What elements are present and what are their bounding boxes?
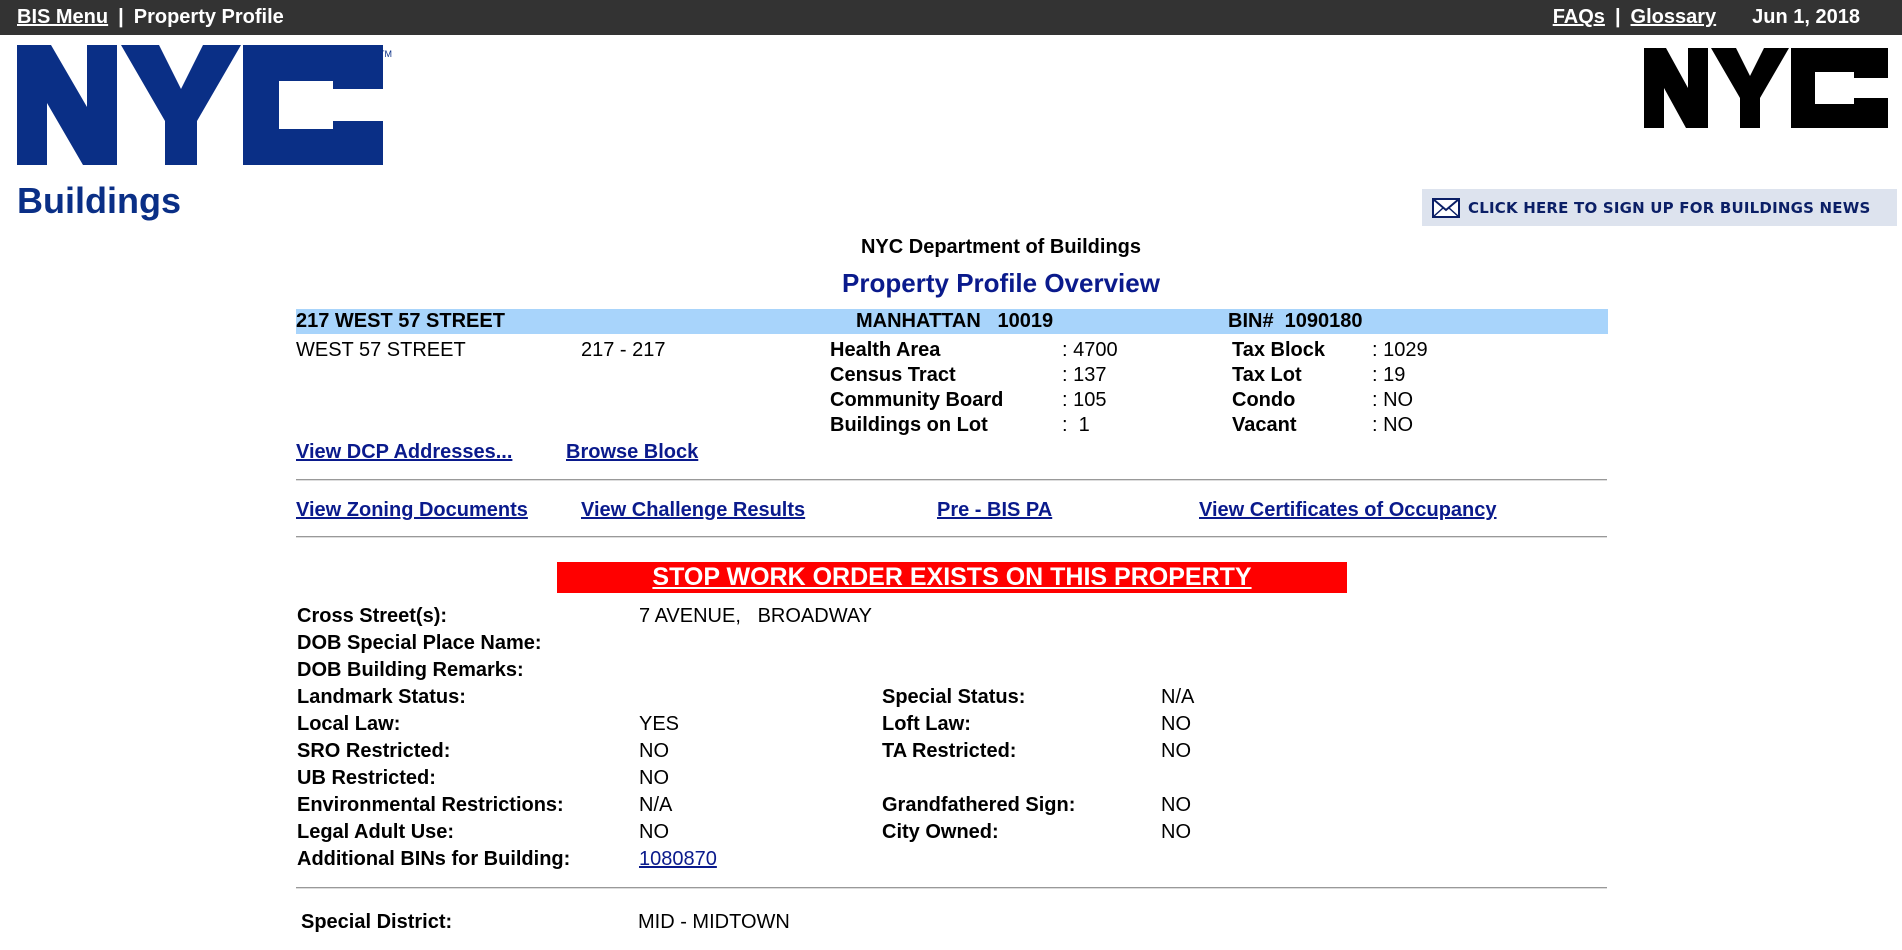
nyc-black-logo-icon <box>1640 42 1892 132</box>
grandfathered-sign-value: NO <box>1161 794 1191 816</box>
house-range: 217 - 217 <box>581 339 666 361</box>
browse-block-link[interactable]: Browse Block <box>566 441 699 463</box>
buildings-on-lot-label: Buildings on Lot <box>830 414 988 436</box>
news-signup-label: CLICK HERE TO SIGN UP FOR BUILDINGS NEWS <box>1468 198 1871 217</box>
additional-bin-link[interactable]: 1080870 <box>639 848 717 870</box>
census-tract-label: Census Tract <box>830 364 956 386</box>
community-board-value: : 105 <box>1062 389 1107 411</box>
pre-bis-pa-link[interactable]: Pre - BIS PA <box>937 499 1053 521</box>
divider <box>296 536 1607 538</box>
condo-value: : NO <box>1372 389 1414 411</box>
local-law-value: YES <box>639 713 680 735</box>
divider <box>296 887 1607 889</box>
page-name: Property Profile <box>133 6 284 28</box>
top-nav-right <box>1553 6 1860 29</box>
view-challenge-results-link[interactable]: View Challenge Results <box>581 499 806 521</box>
loft-law-label: Loft Law: <box>882 713 971 735</box>
faqs-link[interactable]: FAQs <box>1552 6 1605 28</box>
borough-zip: MANHATTAN 10019 <box>856 310 1054 332</box>
city-owned-value: NO <box>1161 821 1191 843</box>
trademark-mark: TM <box>379 49 392 59</box>
vacant-label: Vacant <box>1232 414 1297 436</box>
additional-bins-label: Additional BINs for Building: <box>297 848 571 870</box>
sro-restricted-value: NO <box>639 740 669 762</box>
health-area-value: : 4700 <box>1062 339 1118 361</box>
stop-work-order-link[interactable]: STOP WORK ORDER EXISTS ON THIS PROPERTY <box>652 563 1252 591</box>
loft-law-value: NO <box>1161 713 1191 735</box>
top-nav-left <box>17 6 284 29</box>
cross-streets-label: Cross Street(s): <box>297 605 448 627</box>
special-status-label: Special Status: <box>882 686 1026 708</box>
health-area-label: Health Area <box>830 339 941 361</box>
special-place-name-label: DOB Special Place Name: <box>297 632 542 654</box>
census-tract-value: : 137 <box>1062 364 1107 386</box>
grandfathered-sign-label: Grandfathered Sign: <box>882 794 1076 816</box>
glossary-link[interactable]: Glossary <box>1630 6 1717 28</box>
tax-lot-label: Tax Lot <box>1232 364 1302 386</box>
city-owned-label: City Owned: <box>882 821 999 843</box>
view-certificates-of-occupancy-link[interactable]: View Certificates of Occupancy <box>1199 499 1497 521</box>
divider <box>296 479 1607 481</box>
special-status-value: N/A <box>1161 686 1195 708</box>
stop-work-order-banner <box>557 562 1347 593</box>
ub-restricted-label: UB Restricted: <box>297 767 436 789</box>
building-remarks-label: DOB Building Remarks: <box>297 659 524 681</box>
legal-adult-use-value: NO <box>639 821 669 843</box>
page-title: Property Profile Overview <box>842 268 1160 298</box>
tax-lot-value: : 19 <box>1372 364 1406 386</box>
tax-block-value: : 1029 <box>1372 339 1428 361</box>
environmental-restrictions-label: Environmental Restrictions: <box>297 794 564 816</box>
nav-separator: | <box>118 6 124 28</box>
address-band <box>296 309 1608 334</box>
nyc-logo-icon <box>17 45 392 225</box>
nav-separator: | <box>1614 6 1621 28</box>
view-zoning-documents-link[interactable]: View Zoning Documents <box>296 499 528 521</box>
nyc-logo-black[interactable] <box>1640 42 1892 132</box>
special-district-label: Special District: <box>301 911 453 933</box>
top-nav-bar <box>0 0 1902 35</box>
landmark-status-label: Landmark Status: <box>297 686 466 708</box>
special-district-value: MID - MIDTOWN <box>638 911 790 933</box>
ta-restricted-label: TA Restricted: <box>882 740 1017 762</box>
current-date: Jun 1, 2018 <box>1752 6 1860 28</box>
bin-number: BIN# 1090180 <box>1228 310 1363 332</box>
nyc-buildings-logo[interactable] <box>17 45 392 225</box>
tax-block-label: Tax Block <box>1232 339 1325 361</box>
legal-adult-use-label: Legal Adult Use: <box>297 821 455 843</box>
local-law-label: Local Law: <box>297 713 401 735</box>
community-board-label: Community Board <box>830 389 1004 411</box>
envelope-icon <box>1432 198 1460 218</box>
cross-streets-value: 7 AVENUE, BROADWAY <box>639 605 873 627</box>
bis-menu-link[interactable]: BIS Menu <box>17 6 109 28</box>
ub-restricted-value: NO <box>639 767 669 789</box>
sro-restricted-label: SRO Restricted: <box>297 740 451 762</box>
condo-label: Condo <box>1232 389 1296 411</box>
buildings-logo-text: Buildings <box>17 180 181 221</box>
buildings-on-lot-value: : 1 <box>1062 414 1090 436</box>
vacant-value: : NO <box>1372 414 1414 436</box>
buildings-news-signup-banner[interactable] <box>1422 189 1897 226</box>
view-dcp-addresses-link[interactable]: View DCP Addresses... <box>296 441 513 463</box>
street-name: WEST 57 STREET <box>296 339 466 361</box>
property-address: 217 WEST 57 STREET <box>296 310 505 332</box>
environmental-restrictions-value: N/A <box>639 794 673 816</box>
department-heading: NYC Department of Buildings <box>860 236 1141 258</box>
ta-restricted-value: NO <box>1161 740 1191 762</box>
